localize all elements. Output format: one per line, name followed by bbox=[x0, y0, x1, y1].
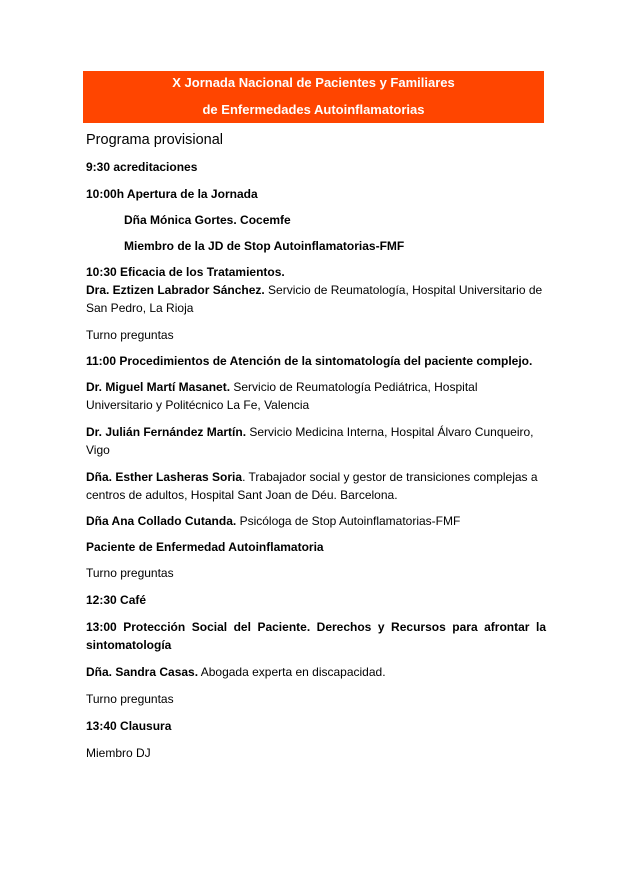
program-item-patient: Paciente de Enfermedad Autoinflamatoria bbox=[86, 540, 324, 554]
event-title-line1: X Jornada Nacional de Pacientes y Familiares bbox=[172, 75, 455, 90]
speaker-affiliation: . Trabajador social y gestor de transiciones complejas a centros de adultos, Hospital Sant Joan de Déu. Barcelona. bbox=[86, 470, 538, 502]
speaker-affiliation: Servicio de Reumatología Pediátrica, Hospital Universitario y Politécnico La Fe, Valencia bbox=[86, 380, 478, 412]
event-title-banner bbox=[83, 71, 544, 123]
speaker-name: Dña. Esther Lasheras Soria bbox=[86, 470, 243, 484]
program-speaker-opening-1: Dña Mónica Gortes. Cocemfe bbox=[124, 213, 291, 227]
program-speaker-casas bbox=[86, 663, 546, 681]
speaker-name: Dr. Julián Fernández Martín. bbox=[86, 425, 247, 439]
program-document bbox=[86, 131, 546, 762]
program-item-coffee: 12:30 Café bbox=[86, 593, 147, 607]
program-subtitle: Programa provisional bbox=[86, 132, 224, 148]
program-item-questions-3: Turno preguntas bbox=[86, 692, 174, 706]
program-item-treatments: 10:30 Eficacia de los Tratamientos. bbox=[86, 265, 285, 279]
program-speaker-lasheras bbox=[86, 468, 546, 504]
speaker-affiliation: Servicio Medicina Interna, Hospital Álvaro Cunqueiro, Vigo bbox=[86, 425, 534, 457]
speaker-name: Dña. Sandra Casas. bbox=[86, 665, 199, 679]
program-item-questions-1: Turno preguntas bbox=[86, 328, 174, 342]
program-item-social-protection: 13:00 Protección Social del Paciente. Derechos y Recursos para afrontar la sintomatología bbox=[86, 620, 546, 652]
event-title-line2: de Enfermedades Autoinflamatorias bbox=[202, 102, 425, 117]
program-speaker-fernandez bbox=[86, 423, 546, 459]
speaker-name: Dra. Eztizen Labrador Sánchez. bbox=[86, 283, 265, 297]
program-speaker-closing: Miembro DJ bbox=[86, 746, 151, 760]
speaker-affiliation: Servicio de Reumatología, Hospital Universitario de San Pedro, La Rioja bbox=[86, 283, 543, 315]
program-item-closing: 13:40 Clausura bbox=[86, 719, 172, 733]
program-item-procedures: 11:00 Procedimientos de Atención de la sintomatología del paciente complejo. bbox=[86, 354, 533, 368]
program-speaker-opening-2: Miembro de la JD de Stop Autoinflamatorias-FMF bbox=[124, 239, 405, 253]
program-speaker-labrador bbox=[86, 281, 546, 317]
program-speaker-marti bbox=[86, 378, 546, 414]
speaker-affiliation: Psicóloga de Stop Autoinflamatorias-FMF bbox=[236, 514, 461, 528]
speaker-affiliation: Abogada experta en discapacidad. bbox=[198, 665, 386, 679]
speaker-name: Dña Ana Collado Cutanda. bbox=[86, 514, 237, 528]
program-item-questions-2: Turno preguntas bbox=[86, 566, 174, 580]
program-item-accreditation: 9:30 acreditaciones bbox=[86, 160, 198, 174]
program-speaker-collado bbox=[86, 512, 546, 530]
program-item-opening: 10:00h Apertura de la Jornada bbox=[86, 187, 258, 201]
speaker-name: Dr. Miguel Martí Masanet. bbox=[86, 380, 231, 394]
